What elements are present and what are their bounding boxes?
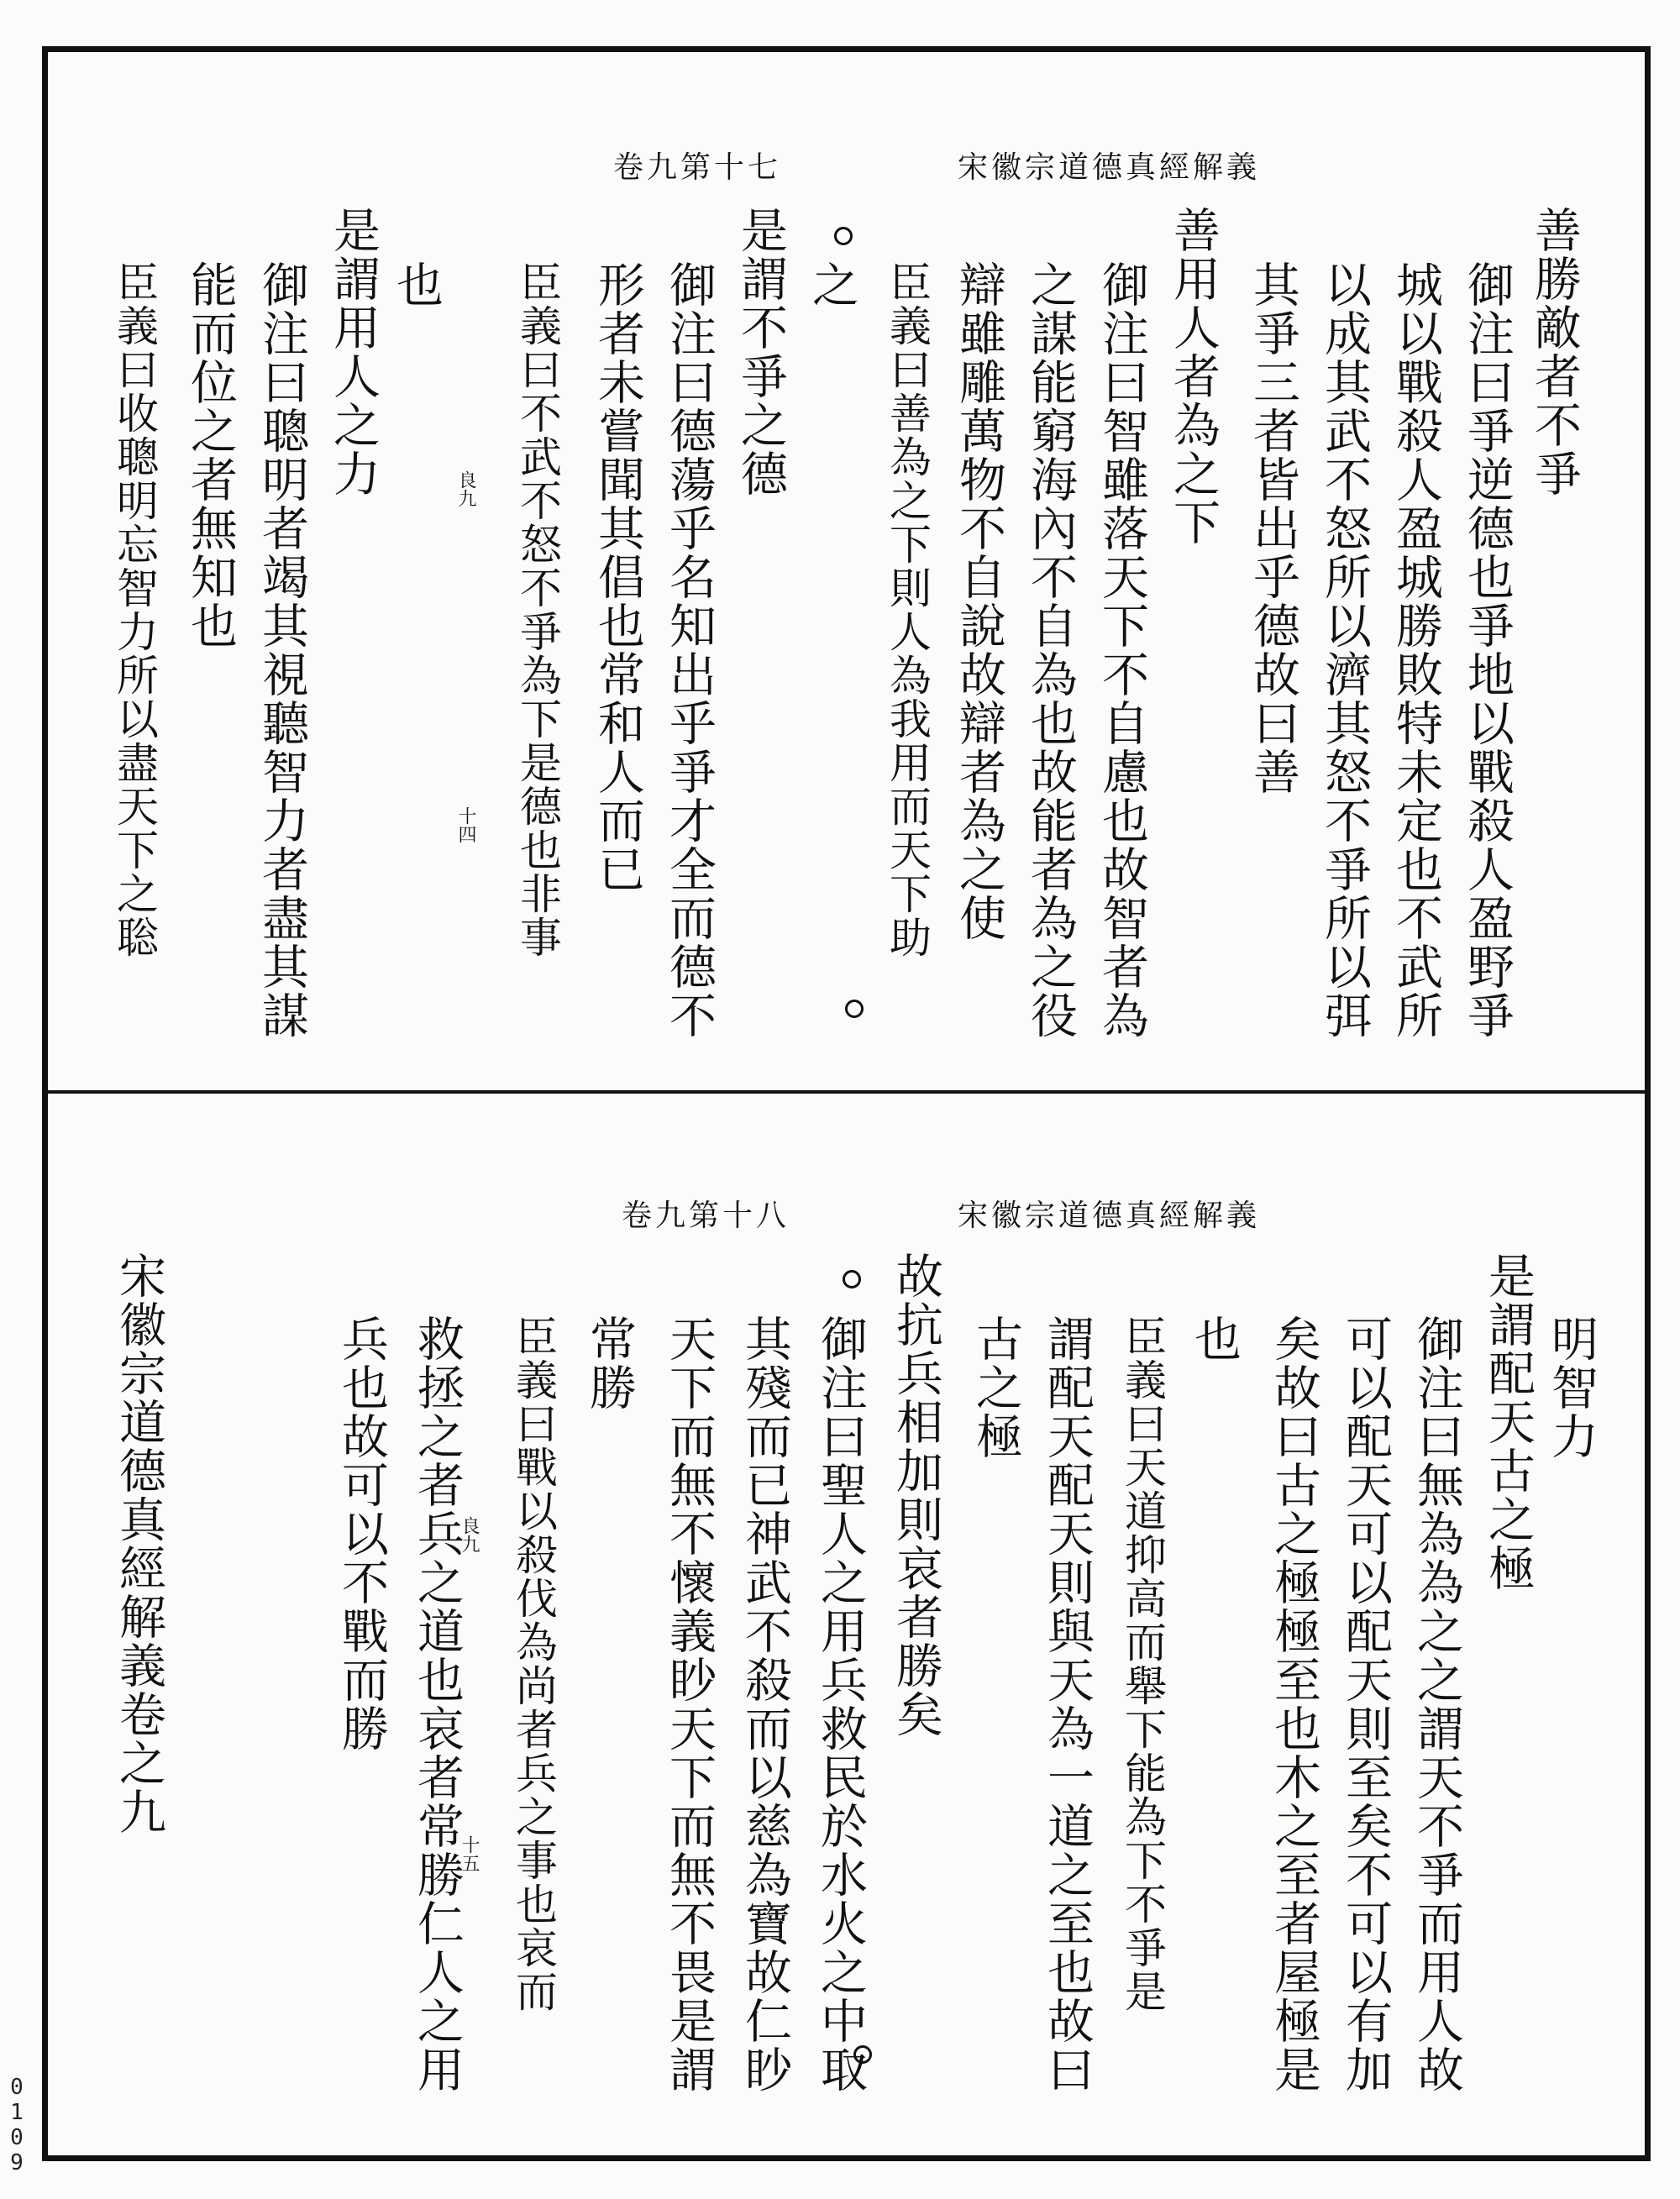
upper-column-12: 是謂不爭之德 [733,206,788,498]
upper-column-11: 之 [805,260,859,309]
upper-header-title: 宋徽宗道德真經解義 [957,150,1260,185]
lower-column-14: 常勝 [582,1315,637,1412]
upper-header-volume: 卷九第十七 [613,150,782,185]
lower-column-16: 救拯之者兵之道也哀者常勝仁人之用 [410,1315,465,2094]
upper-column-6: 善用人者為之下 [1166,206,1221,547]
upper-column-10: 臣義曰善為之下則人為我用而天下助 [883,260,932,959]
lower-column-13: 天下而無不懷義眇天下而無不畏是謂 [662,1315,717,2094]
lower-column-3: 御注曰無為為之之謂天不爭而用人故 [1410,1315,1464,2094]
upper-column-3: 城以戰殺人盈城勝敗特未定也不武所 [1389,260,1443,1040]
lower-column-6: 也 [1187,1315,1242,1363]
page-divider [42,1090,1651,1094]
upper-column-14: 形者未嘗聞其倡也常和人而已 [591,260,645,894]
lower-marker-1: 良九 [459,1516,480,1553]
upper-column-20: 臣義曰收聰明忘智力所以盡天下之聡 [110,260,159,959]
lower-column-17: 兵也故可以不戰而勝 [334,1315,389,1753]
lower-column-18-end-title: 宋徽宗道德真經解義卷之九 [112,1252,166,1836]
lower-header-title: 宋徽宗道德真經解義 [957,1199,1260,1233]
lower-circle-marker-2 [853,2045,872,2064]
upper-column-9: 辯雖雕萬物不自說故辯者為之使 [952,260,1006,942]
lower-column-15: 臣義曰戰以殺伐為尚者兵之事也哀而 [509,1315,558,2013]
lower-header [622,1191,1260,1241]
upper-column-2: 御注曰爭逆德也爭地以戰殺人盈野爭 [1460,260,1515,1040]
lower-column-7: 臣義曰天道抑高而舉下能為下不爭是 [1118,1315,1167,2013]
upper-column-18: 御注曰聰明者竭其視聽智力者盡其謀 [255,260,309,1040]
upper-header [613,143,1260,193]
lower-column-2: 是謂配天古之極 [1481,1252,1536,1593]
upper-marker-1: 良九 [455,470,476,507]
lower-column-10: 故抗兵相加則哀者勝矣 [889,1252,943,1739]
upper-column-17: 是謂用人之力 [326,206,381,498]
lower-header-volume: 卷九第十八 [622,1199,790,1233]
upper-column-13: 御注曰德蕩乎名知出乎爭才全而德不 [662,260,717,1040]
upper-marker-2: 十四 [455,806,476,843]
lower-column-12: 其殘而已神武不殺而以慈為寶故仁眇 [738,1315,792,2094]
upper-column-5: 其爭三者皆出乎德故曰善 [1246,260,1300,796]
lower-column-11: 御注曰聖人之用兵救民於水火之中取 [813,1315,868,2094]
upper-column-1: 善勝敵者不爭 [1527,206,1582,498]
lower-column-5: 矣故曰古之極極至也木之至者屋極是 [1267,1315,1321,2094]
upper-circle-marker-2 [845,1000,864,1018]
lower-column-9: 古之極 [969,1315,1023,1461]
lower-column-4: 可以配天可以配天則至矣不可以有加 [1338,1315,1393,2094]
upper-column-8: 之謀能窮海內不自為也故能者為之役 [1023,260,1078,1040]
lower-column-8: 謂配天配天則與天為一道之至也故曰 [1040,1315,1095,2094]
lower-column-1: 明智力 [1544,1315,1599,1461]
upper-column-7: 御注曰智雖落天下不自慮也故智者為 [1095,260,1149,1040]
lower-circle-marker-1 [843,1270,861,1288]
page-number: 0109 [4,2075,29,2175]
upper-circle-marker-1 [834,227,853,245]
upper-column-4: 以成其武不怒所以濟其怒不爭所以弭 [1317,260,1372,1040]
upper-column-16: 也 [389,260,444,309]
upper-column-15: 臣義曰不武不怒不爭為下是德也非事 [513,260,562,959]
lower-marker-2: 十五 [459,1835,480,1872]
upper-column-19: 能而位之者無知也 [183,260,238,650]
